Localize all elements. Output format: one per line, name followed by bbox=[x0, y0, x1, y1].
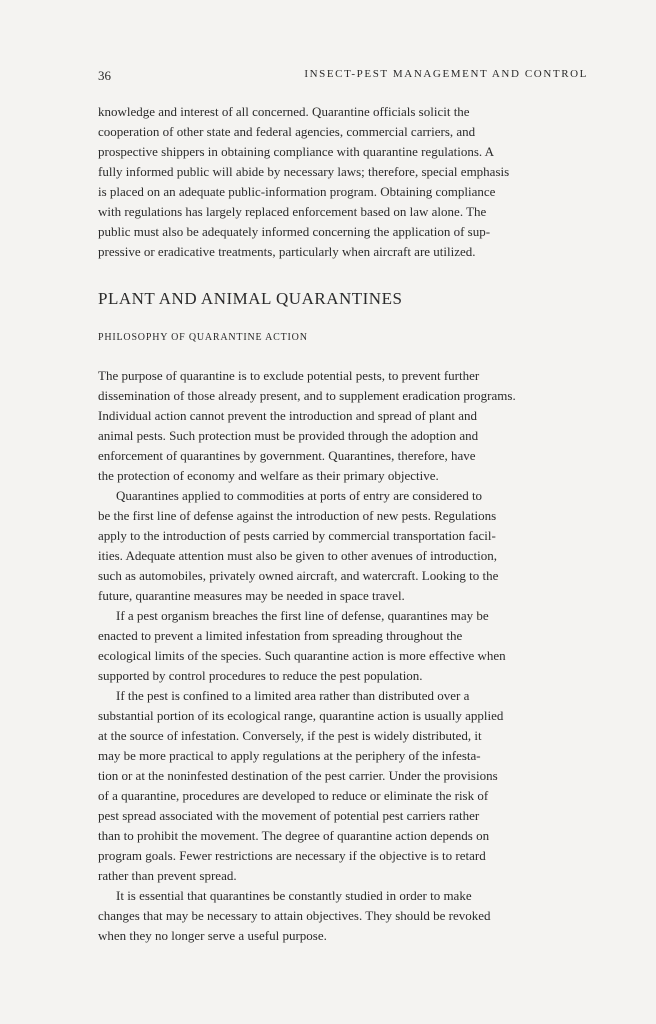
text-line: If the pest is confined to a limited area rather than distributed over a bbox=[116, 688, 470, 703]
text-line: apply to the introduction of pests carried by commercial transportation facil- bbox=[98, 528, 496, 543]
text-line: program goals. Fewer restrictions are necessary if the objective is to retard bbox=[98, 848, 486, 863]
text-line: ities. Adequate attention must also be given to other avenues of introduction, bbox=[98, 548, 497, 563]
text-line: animal pests. Such protection must be provided through the adoption and bbox=[98, 428, 479, 443]
text-line: enforcement of quarantines by government. Quarantines, therefore, have bbox=[98, 448, 476, 463]
intro-paragraph bbox=[98, 102, 590, 262]
section-heading: PLANT AND ANIMAL QUARANTINES bbox=[98, 289, 403, 308]
text-line: be the first line of defense against the introduction of new pests. Regulations bbox=[98, 508, 497, 523]
text-line: prospective shippers in obtaining compliance with quarantine regulations. A bbox=[98, 144, 495, 159]
text-line: is placed on an adequate public-information program. Obtaining compliance bbox=[98, 184, 496, 199]
text-line: may be more practical to apply regulations at the periphery of the infesta- bbox=[98, 748, 481, 763]
text-line: with regulations has largely replaced enforcement based on law alone. The bbox=[98, 204, 487, 219]
text-line: public must also be adequately informed concerning the application of sup- bbox=[98, 224, 491, 239]
text-line: cooperation of other state and federal agencies, commercial carriers, and bbox=[98, 124, 476, 139]
text-line: at the source of infestation. Conversely, if the pest is widely distributed, it bbox=[98, 728, 482, 743]
text-line: such as automobiles, privately owned aircraft, and watercraft. Looking to the bbox=[98, 568, 499, 583]
text-line: than to prohibit the movement. The degree of quarantine action depends on bbox=[98, 828, 490, 843]
running-title: INSECT-PEST MANAGEMENT AND CONTROL bbox=[304, 68, 588, 80]
running-header bbox=[98, 68, 588, 86]
text-line: pest spread associated with the movement of potential pest carriers rather bbox=[98, 808, 480, 823]
text-line: ecological limits of the species. Such quarantine action is more effective when bbox=[98, 648, 506, 663]
text-line: tion or at the noninfested destination of the pest carrier. Under the provisions bbox=[98, 768, 498, 783]
text-line: fully informed public will abide by necessary laws; therefore, special emphasis bbox=[98, 164, 510, 179]
text-line: supported by control procedures to reduce the pest population. bbox=[98, 668, 423, 683]
text-line: dissemination of those already present, and to supplement eradication programs. bbox=[98, 388, 516, 403]
text-line: the protection of economy and welfare as their primary objective. bbox=[98, 468, 439, 483]
text-line: The purpose of quarantine is to exclude potential pests, to prevent further bbox=[98, 368, 480, 383]
text-line: when they no longer serve a useful purpose. bbox=[98, 928, 327, 943]
text-line: Quarantines applied to commodities at ports of entry are considered to bbox=[116, 488, 483, 503]
subsection-heading: PHILOSOPHY OF QUARANTINE ACTION bbox=[98, 332, 308, 343]
text-line: pressive or eradicative treatments, particularly when aircraft are utilized. bbox=[98, 244, 476, 259]
text-line: Individual action cannot prevent the introduction and spread of plant and bbox=[98, 408, 478, 423]
main-body-text bbox=[98, 366, 590, 946]
text-line: If a pest organism breaches the first line of defense, quarantines may be bbox=[116, 608, 489, 623]
text-line: It is essential that quarantines be constantly studied in order to make bbox=[116, 888, 472, 903]
text-line: substantial portion of its ecological range, quarantine action is usually applied bbox=[98, 708, 504, 723]
text-line: rather than prevent spread. bbox=[98, 868, 237, 883]
text-line: enacted to prevent a limited infestation from spreading throughout the bbox=[98, 628, 463, 643]
page-number: 36 bbox=[98, 68, 111, 83]
text-line: changes that may be necessary to attain objectives. They should be revoked bbox=[98, 908, 491, 923]
text-line: knowledge and interest of all concerned. Quarantine officials solicit the bbox=[98, 104, 470, 119]
text-line: of a quarantine, procedures are developed to reduce or eliminate the risk of bbox=[98, 788, 489, 803]
text-line: future, quarantine measures may be needed in space travel. bbox=[98, 588, 405, 603]
